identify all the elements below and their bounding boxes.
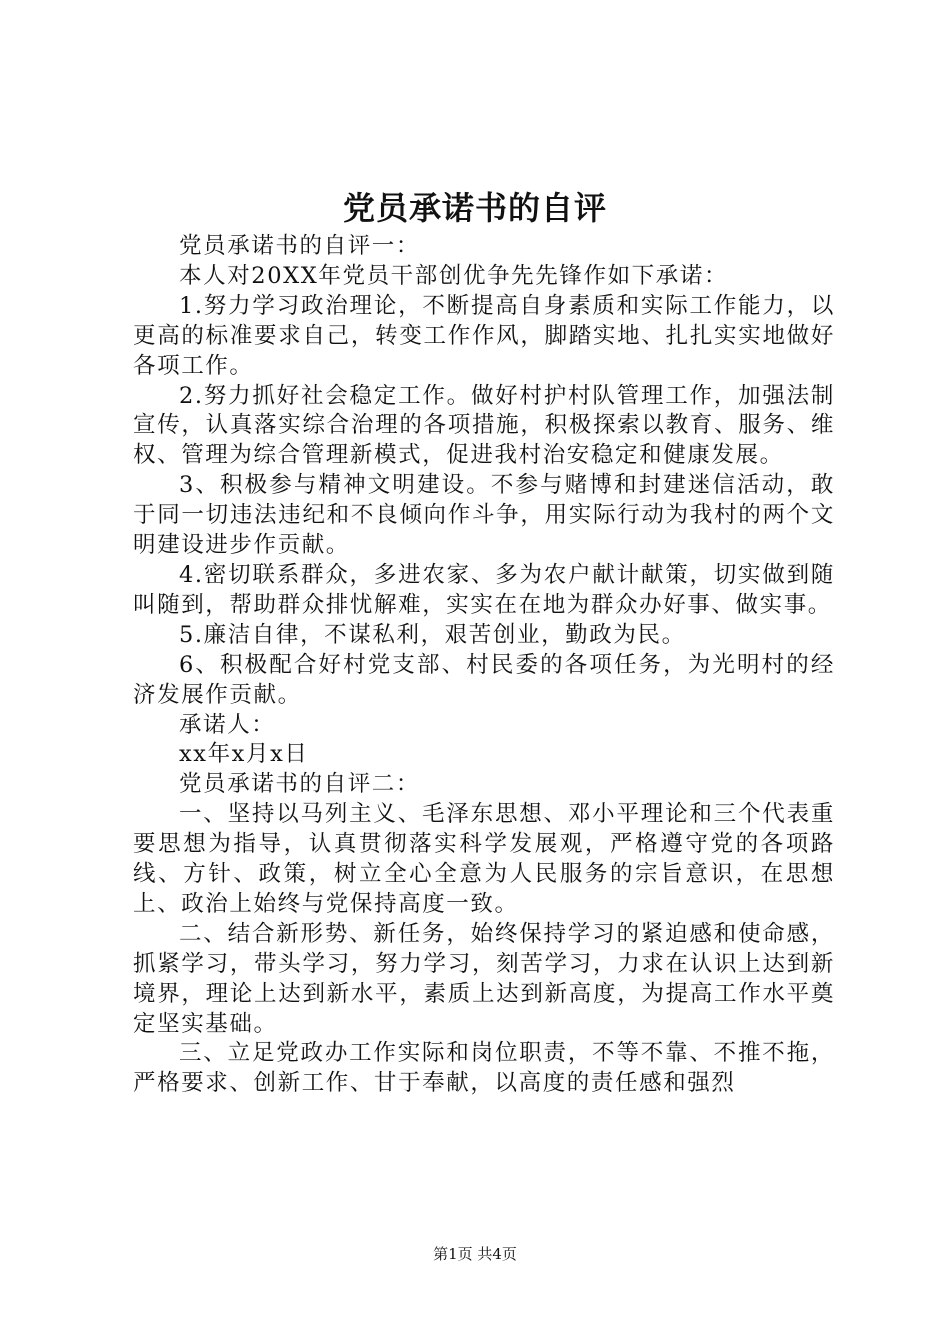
page-footer: 第1页 共4页 [433,1245,517,1263]
paragraph-item-6: 6、积极配合好村党支部、村民委的各项任务，为光明村的经济发展作贡献。 [133,651,835,708]
paragraph-item-5: 5.廉洁自律，不谋私利，艰苦创业，勤政为民。 [179,621,686,648]
document-body [133,232,835,1099]
paragraph-intro: 本人对20XX年党员干部创优争先先锋作如下承诺： [179,262,729,289]
paragraph-item-3: 3、积极参与精神文明建设。不参与赌博和封建迷信活动，敢于同一切违法违纪和不良倾向作斗争，用实际行动为我村的两个文明建设进步作贡献。 [133,472,835,559]
paragraph-item-4: 4.密切联系群众，多进农家、多为农户献计献策，切实做到随叫随到，帮助群众排忧解难，实实在在地为群众办好事、做实事。 [133,561,835,618]
paragraph-section-1: 一、坚持以马列主义、毛泽东思想、邓小平理论和三个代表重要思想为指导，认真贯彻落实科学发展观，严格遵守党的各项路线、方针、政策，树立全心全意为人民服务的宗旨意识，在思想上、政治上始终与党保持高度一致。 [133,801,835,917]
paragraph-date: xx年x月x日 [179,741,309,768]
paragraph-part2-heading: 党员承诺书的自评二： [179,771,421,798]
paragraph-item-2: 2.努力抓好社会稳定工作。做好村护村队管理工作，加强法制宣传，认真落实综合治理的各项措施，积极探索以教育、服务、维权、管理为综合管理新模式，促进我村治安稳定和健康发展。 [133,382,835,469]
paragraph-section-3: 三、立足党政办工作实际和岗位职责，不等不靠、不推不拖，严格要求、创新工作、甘于奉献，以高度的责任感和强烈 [133,1040,835,1097]
document-title: 党员承诺书的自评 [342,189,607,227]
paragraph-item-1: 1.努力学习政治理论，不断提高自身素质和实际工作能力，以更高的标准要求自己，转变工作作风，脚踏实地、扎扎实实地做好各项工作。 [133,292,835,379]
paragraph-signer: 承诺人： [179,711,276,738]
paragraph-section-2: 二、结合新形势、新任务，始终保持学习的紧迫感和使命感，抓紧学习，带头学习，努力学习，刻苦学习，力求在认识上达到新境界，理论上达到新水平，素质上达到新高度，为提高工作水平奠定坚实基础。 [133,920,835,1037]
paragraph-part1-heading: 党员承诺书的自评一： [179,233,421,259]
